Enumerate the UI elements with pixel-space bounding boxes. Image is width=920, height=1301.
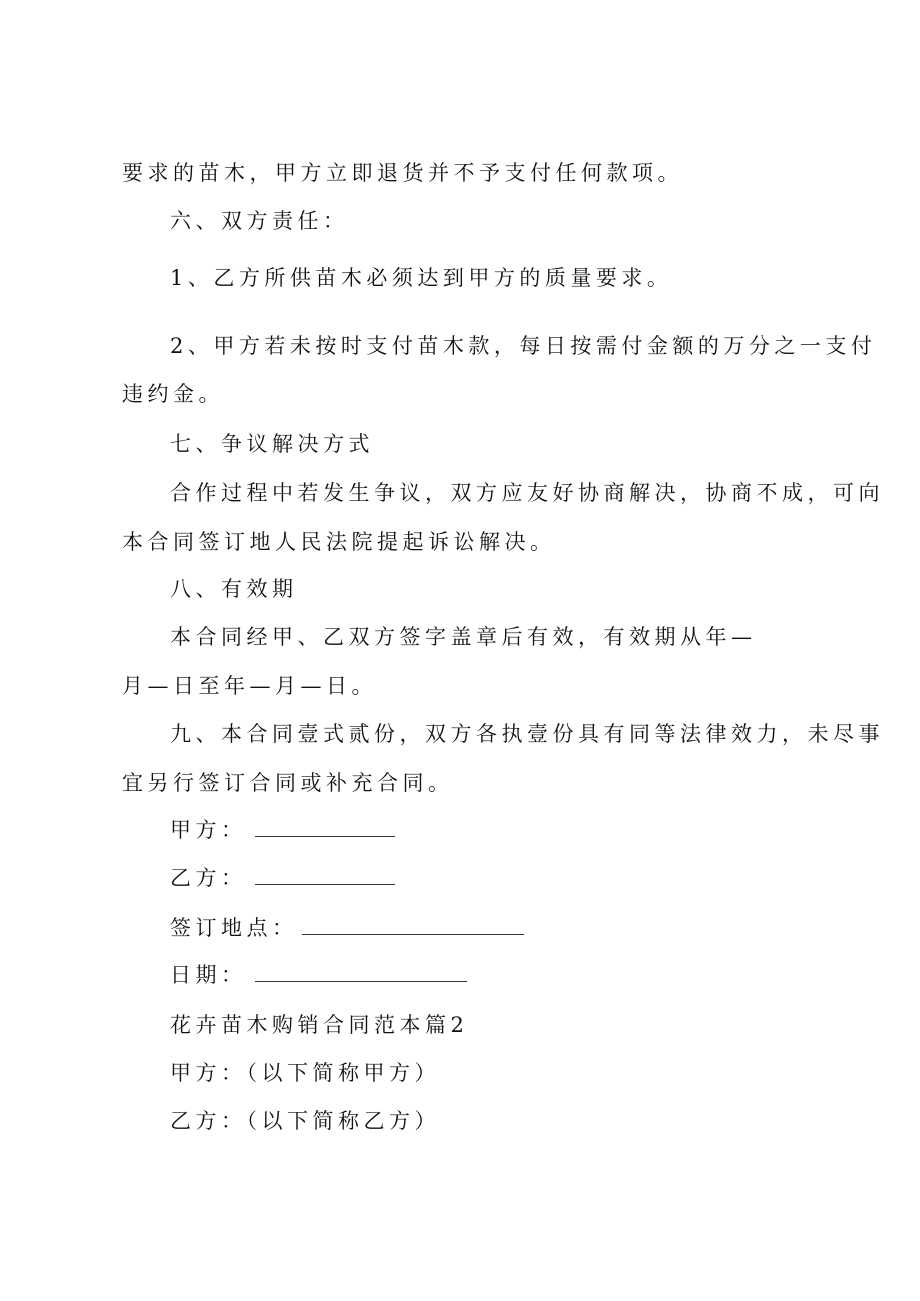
clause-item: 1、乙方所供苗木必须达到甲方的质量要求。 — [170, 266, 673, 290]
clause-item: 2、甲方若未按时支付苗木款，每日按需付金额的万分之一支付 — [170, 334, 877, 358]
text-line: 要求的苗木，甲方立即退货并不予支付任何款项。 — [122, 161, 683, 185]
signature-label: 签订地点： — [170, 916, 298, 940]
section-heading: 七、争议解决方式 — [170, 432, 374, 456]
signature-label: 乙方： — [170, 866, 247, 890]
text-line: 月—日至年—月—日。 — [122, 674, 377, 698]
party-a-line: 甲方：（以下简称甲方） — [170, 1061, 440, 1085]
signature-blank — [302, 914, 524, 935]
section-heading: 九、本合同壹式贰份，双方各执壹份具有同等法律效力，未尽事 — [170, 722, 884, 746]
signature-label: 甲方： — [170, 818, 247, 842]
text-line: 合作过程中若发生争议，双方应友好协商解决，协商不成，可向 — [170, 481, 884, 505]
section-heading: 六、双方责任： — [170, 209, 349, 233]
text-line: 违约金。 — [122, 382, 224, 406]
text-line: 宜另行签订合同或补充合同。 — [122, 771, 454, 795]
text-line: 本合同签订地人民法院提起诉讼解决。 — [122, 530, 556, 554]
signature-blank — [255, 961, 467, 982]
signature-party-b — [170, 863, 395, 893]
section-title: 花卉苗木购销合同范本篇2 — [170, 1013, 469, 1037]
signature-label: 日期： — [170, 963, 247, 987]
text-line: 本合同经甲、乙双方签字盖章后有效，有效期从年— — [170, 625, 757, 649]
signature-blank — [255, 864, 395, 885]
signature-party-a — [170, 815, 395, 845]
signature-date — [170, 960, 467, 990]
signature-place — [170, 913, 524, 943]
signature-blank — [255, 816, 395, 837]
party-b-line: 乙方：（以下简称乙方） — [170, 1109, 440, 1133]
section-heading: 八、有效期 — [170, 577, 298, 601]
